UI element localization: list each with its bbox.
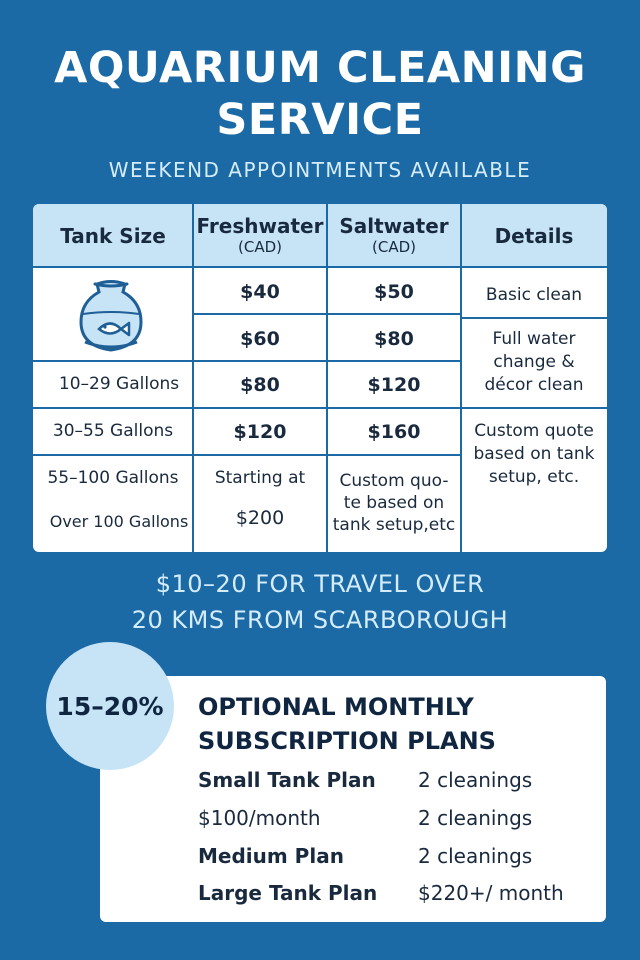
col-header-freshwater-sub: (CAD) <box>238 238 282 256</box>
plan-row <box>198 844 598 874</box>
details-custom-line: based on tank <box>473 444 595 464</box>
details-custom <box>461 420 607 489</box>
price-saltwater: $160 <box>367 421 421 443</box>
tank-size-label: 30–55 Gallons <box>52 421 174 441</box>
subscription-title-line-2: SUBSCRIPTION PLANS <box>198 727 496 755</box>
price-saltwater: $120 <box>367 374 421 396</box>
col-header-details: Details <box>494 224 574 248</box>
subscription-title <box>198 690 578 758</box>
price-freshwater: $60 <box>240 328 280 350</box>
details-full-line: décor clean <box>484 375 584 395</box>
divider <box>33 266 607 268</box>
plan-row <box>198 881 598 911</box>
plan-value: 2 cleanings <box>418 806 533 830</box>
price-freshwater: $40 <box>240 281 280 303</box>
saltwater-large-note <box>327 470 461 536</box>
plan-value: 2 cleanings <box>418 844 533 868</box>
tank-size-label: 10–29 Gallons <box>58 374 180 394</box>
price-saltwater: $80 <box>374 328 414 350</box>
plan-row <box>198 768 598 798</box>
details-custom-line: Custom quote <box>474 421 594 441</box>
title-line-1: AQUARIUM CLEANING <box>54 43 586 93</box>
col-header-tank-size: Tank Size <box>60 224 166 248</box>
title-line-2: SERVICE <box>216 95 424 145</box>
tank-size-label: 55–100 Gallons <box>47 468 179 488</box>
saltwater-large-line: Custom quo- <box>339 471 449 491</box>
plan-label: Small Tank Plan <box>198 768 376 792</box>
discount-badge: 15–20% <box>46 642 174 770</box>
price-saltwater: $50 <box>374 281 414 303</box>
subscription-title-line-1: OPTIONAL MONTHLY <box>198 693 474 721</box>
divider <box>33 360 461 362</box>
plan-label: $100/month <box>198 806 321 830</box>
freshwater-large-note: Starting at <box>214 468 306 488</box>
plan-value: 2 cleanings <box>418 768 533 792</box>
col-header-freshwater-label: Freshwater <box>196 214 324 238</box>
price-table <box>33 204 607 552</box>
travel-note <box>0 566 640 638</box>
divider <box>33 407 607 409</box>
plan-value: $220+/ month <box>418 881 564 905</box>
travel-line-2: 20 KMS FROM SCARBOROUGH <box>131 606 509 634</box>
details-full <box>461 328 607 397</box>
tank-size-label: Over 100 Gallons <box>49 512 189 531</box>
divider <box>461 317 607 319</box>
plan-label: Medium Plan <box>198 844 344 868</box>
price-freshwater: $80 <box>240 374 280 396</box>
travel-line-1: $10–20 FOR TRAVEL OVER <box>155 570 485 598</box>
details-basic: Basic clean <box>485 285 583 305</box>
col-header-saltwater-label: Saltwater <box>339 214 449 238</box>
saltwater-large-line: tank setup,etc <box>332 515 456 535</box>
details-custom-line: setup, etc. <box>488 467 580 487</box>
col-header-saltwater <box>327 214 461 256</box>
divider <box>33 454 461 456</box>
col-header-freshwater <box>193 214 327 256</box>
saltwater-large-line: te based on <box>343 493 445 513</box>
details-full-line: Full water <box>492 329 576 349</box>
subtitle: WEEKEND APPOINTMENTS AVAILABLE <box>108 158 532 182</box>
price-freshwater-large: $200 <box>235 507 285 529</box>
col-header-saltwater-sub: (CAD) <box>372 238 416 256</box>
plan-row <box>198 806 598 836</box>
page-title <box>0 42 640 146</box>
plan-label: Large Tank Plan <box>198 881 378 905</box>
price-freshwater: $120 <box>233 421 287 443</box>
details-full-line: change & <box>493 352 575 372</box>
fishbowl-icon <box>75 276 147 356</box>
subscription-card <box>100 676 606 922</box>
divider <box>193 313 461 315</box>
